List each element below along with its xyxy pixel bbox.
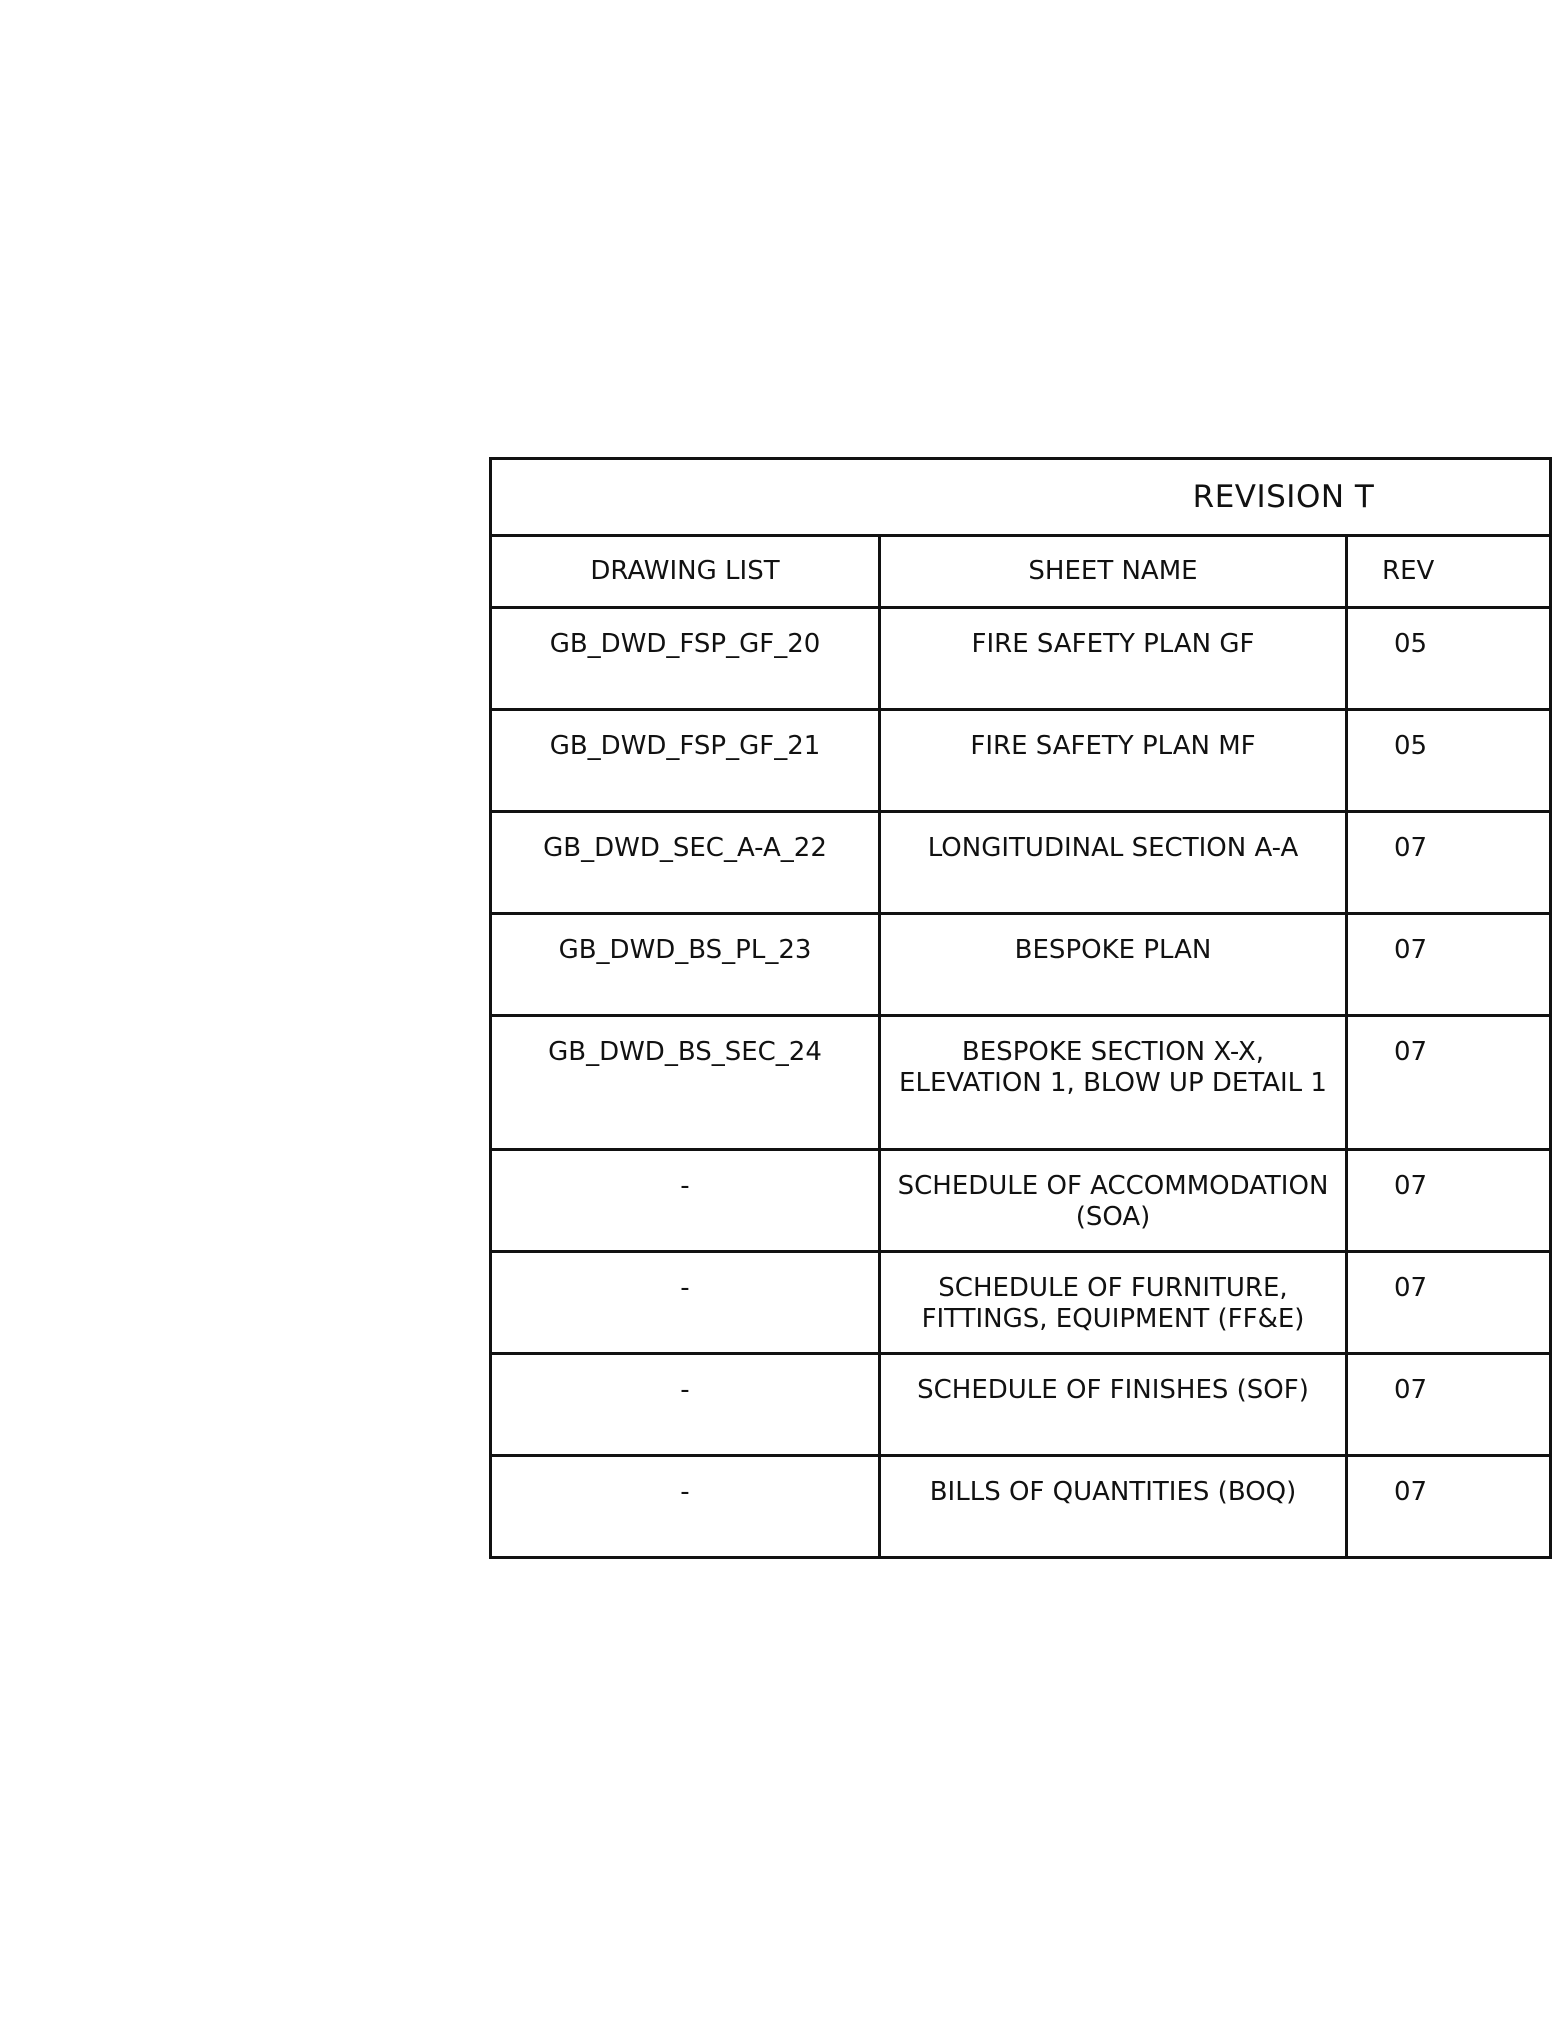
revision-number: 07 <box>1347 1456 1551 1558</box>
drawing-number: - <box>491 1252 880 1354</box>
sheet-name: BESPOKE PLAN <box>880 914 1347 1016</box>
revision-number: 07 <box>1347 1016 1551 1150</box>
drawing-number: - <box>491 1456 880 1558</box>
table-header-row <box>491 536 1551 608</box>
drawing-number: - <box>491 1150 880 1252</box>
table-row <box>491 812 1551 914</box>
sheet-name: FIRE SAFETY PLAN MF <box>880 710 1347 812</box>
sheet-name: BILLS OF QUANTITIES (BOQ) <box>880 1456 1347 1558</box>
revision-number: 07 <box>1347 1252 1551 1354</box>
sheet-name: SCHEDULE OF FINISHES (SOF) <box>880 1354 1347 1456</box>
header-drawing-list: DRAWING LIST <box>491 536 880 608</box>
revision-number: 05 <box>1347 608 1551 710</box>
drawing-number: GB_DWD_FSP_GF_21 <box>491 710 880 812</box>
revision-number: 07 <box>1347 1354 1551 1456</box>
table-row <box>491 914 1551 1016</box>
drawing-number: - <box>491 1354 880 1456</box>
drawing-number: GB_DWD_BS_PL_23 <box>491 914 880 1016</box>
sheet-name: LONGITUDINAL SECTION A-A <box>880 812 1347 914</box>
table-row <box>491 1252 1551 1354</box>
revision-number: 07 <box>1347 914 1551 1016</box>
sheet-name: SCHEDULE OF FURNITURE, FITTINGS, EQUIPMENT (FF&E) <box>880 1252 1347 1354</box>
drawing-number: GB_DWD_BS_SEC_24 <box>491 1016 880 1150</box>
sheet-name: FIRE SAFETY PLAN GF <box>880 608 1347 710</box>
sheet-name: BESPOKE SECTION X-X, ELEVATION 1, BLOW UP DETAIL 1 <box>880 1016 1347 1150</box>
table-title: REVISION T <box>1192 478 1375 515</box>
drawing-number: GB_DWD_SEC_A-A_22 <box>491 812 880 914</box>
sheet-name: SCHEDULE OF ACCOMMODATION (SOA) <box>880 1150 1347 1252</box>
table-title-row <box>491 459 1551 536</box>
drawing-number: GB_DWD_FSP_GF_20 <box>491 608 880 710</box>
table-row <box>491 1016 1551 1150</box>
revision-number: 07 <box>1347 812 1551 914</box>
table-row <box>491 608 1551 710</box>
table-title-cell <box>491 459 1551 536</box>
header-sheet-name: SHEET NAME <box>880 536 1347 608</box>
revision-number: 05 <box>1347 710 1551 812</box>
table-row <box>491 1150 1551 1252</box>
table-row <box>491 1456 1551 1558</box>
revision-table <box>489 457 1552 1559</box>
revision-number: 07 <box>1347 1150 1551 1252</box>
table-row <box>491 1354 1551 1456</box>
table-row <box>491 710 1551 812</box>
header-revision: REV <box>1347 536 1551 608</box>
